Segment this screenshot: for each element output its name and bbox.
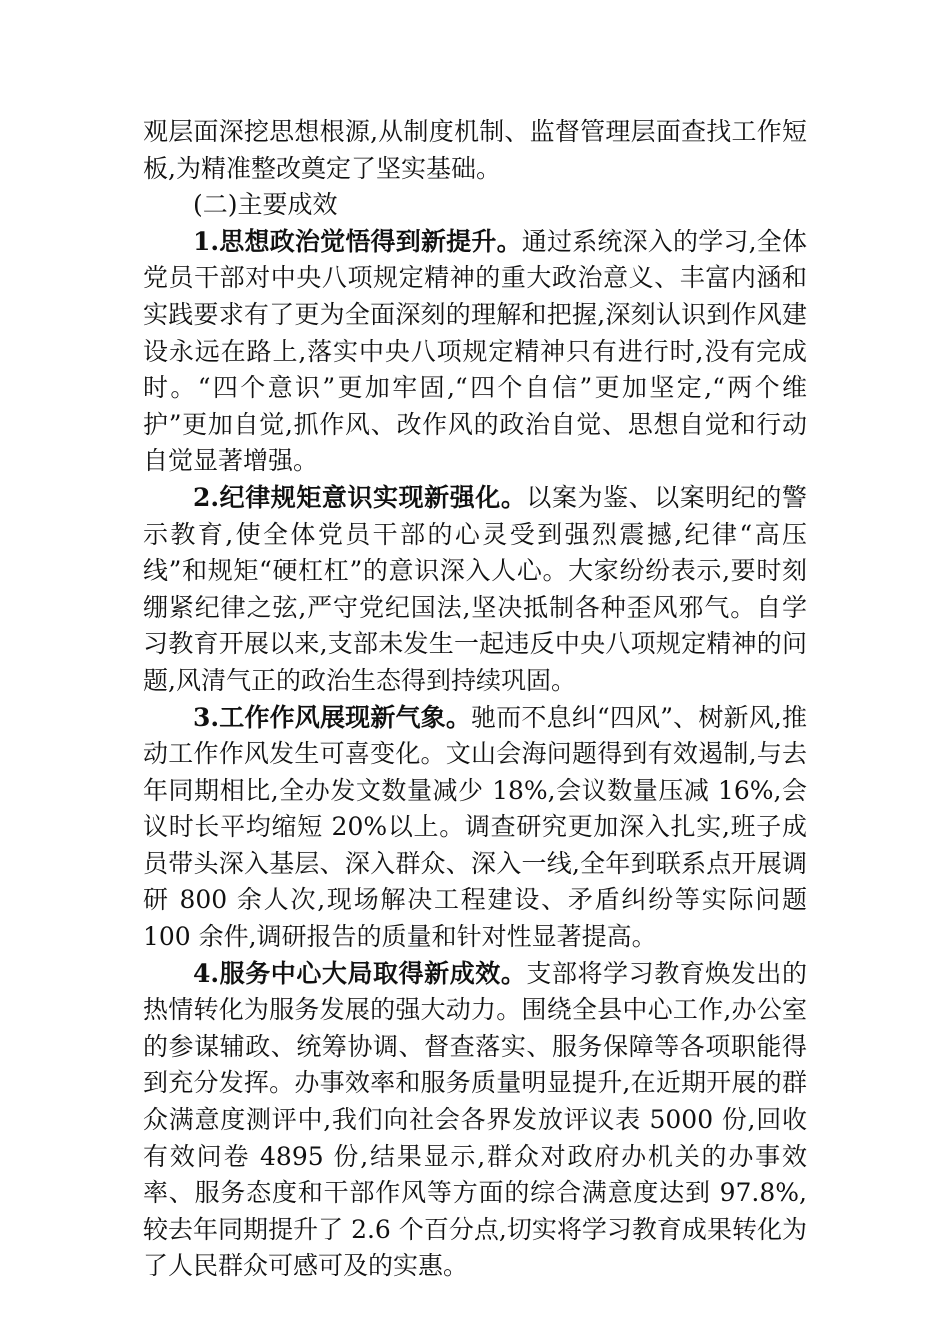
paragraph-body: 观层面深挖思想根源,从制度机制、监督管理层面查找工作短板,为精准整改奠定了坚实基础。 — [143, 117, 807, 183]
item-heading: 1.思想政治觉悟得到新提升。 — [193, 226, 522, 256]
item-heading: 2.纪律规矩意识实现新强化。 — [193, 482, 527, 512]
paragraph-item-1 — [143, 224, 807, 480]
paragraph-body: 驰而不息纠“四风”、树新风,推动工作作风发生可喜变化。文山会海问题得到有效遏制,与去年同期相比,全办发文数量减少 18%,会议数量压减 16%,会议时长平均缩短 20%以上。调查研究更加深入扎实,班子成员带头深入基层、深入群众、深入一线,全年到联系点开展调研 800 余人次,现场解决工程建设、矛盾纠纷等实际问题 100 余件,调研报告的质量和针对性显著提高。 — [143, 702, 807, 952]
paragraph-continuation — [143, 114, 807, 187]
item-heading: 3.工作作风展现新气象。 — [193, 702, 472, 732]
section-subheading — [143, 187, 807, 224]
paragraph-body: 支部将学习教育焕发出的热情转化为服务发展的强大动力。围绕全县中心工作,办公室的参谋辅政、统筹协调、督查落实、服务保障等各项职能得到充分发挥。办事效率和服务质量明显提升,在近期开展的群众满意度测评中,我们向社会各界发放评议表 5000 份,回收有效问卷 4895 份,结果显示,群众对政府办机关的办事效率、服务态度和干部作风等方面的综合满意度达到 97.8%,较去年同期提升了 2.6 个百分点,切实将学习教育成果转化为了人民群众可感可及的实惠。 — [143, 958, 807, 1281]
item-heading: 4.服务中心大局取得新成效。 — [193, 958, 527, 988]
paragraph-body: 以案为鉴、以案明纪的警示教育,使全体党员干部的心灵受到强烈震撼,纪律“高压线”和规矩“硬杠杠”的意识深入人心。大家纷纷表示,要时刻绷紧纪律之弦,严守党纪国法,坚决抵制各种歪风邪气。自学习教育开展以来,支部未发生一起违反中央八项规定精神的问题,风清气正的政治生态得到持续巩固。 — [143, 482, 807, 695]
paragraph-body: 通过系统深入的学习,全体党员干部对中央八项规定精神的重大政治意义、丰富内涵和实践要求有了更为全面深刻的理解和把握,深刻认识到作风建设永远在路上,落实中央八项规定精神只有进行时,没有完成时。“四个意识”更加牢固,“四个自信”更加坚定,“两个维护”更加自觉,抓作风、改作风的政治自觉、思想自觉和行动自觉显著增强。 — [143, 226, 807, 476]
paragraph-item-3 — [143, 700, 807, 956]
paragraph-item-4 — [143, 956, 807, 1285]
subheading-text: (二)主要成效 — [193, 190, 338, 220]
document-page — [143, 114, 807, 1285]
paragraph-item-2 — [143, 480, 807, 700]
